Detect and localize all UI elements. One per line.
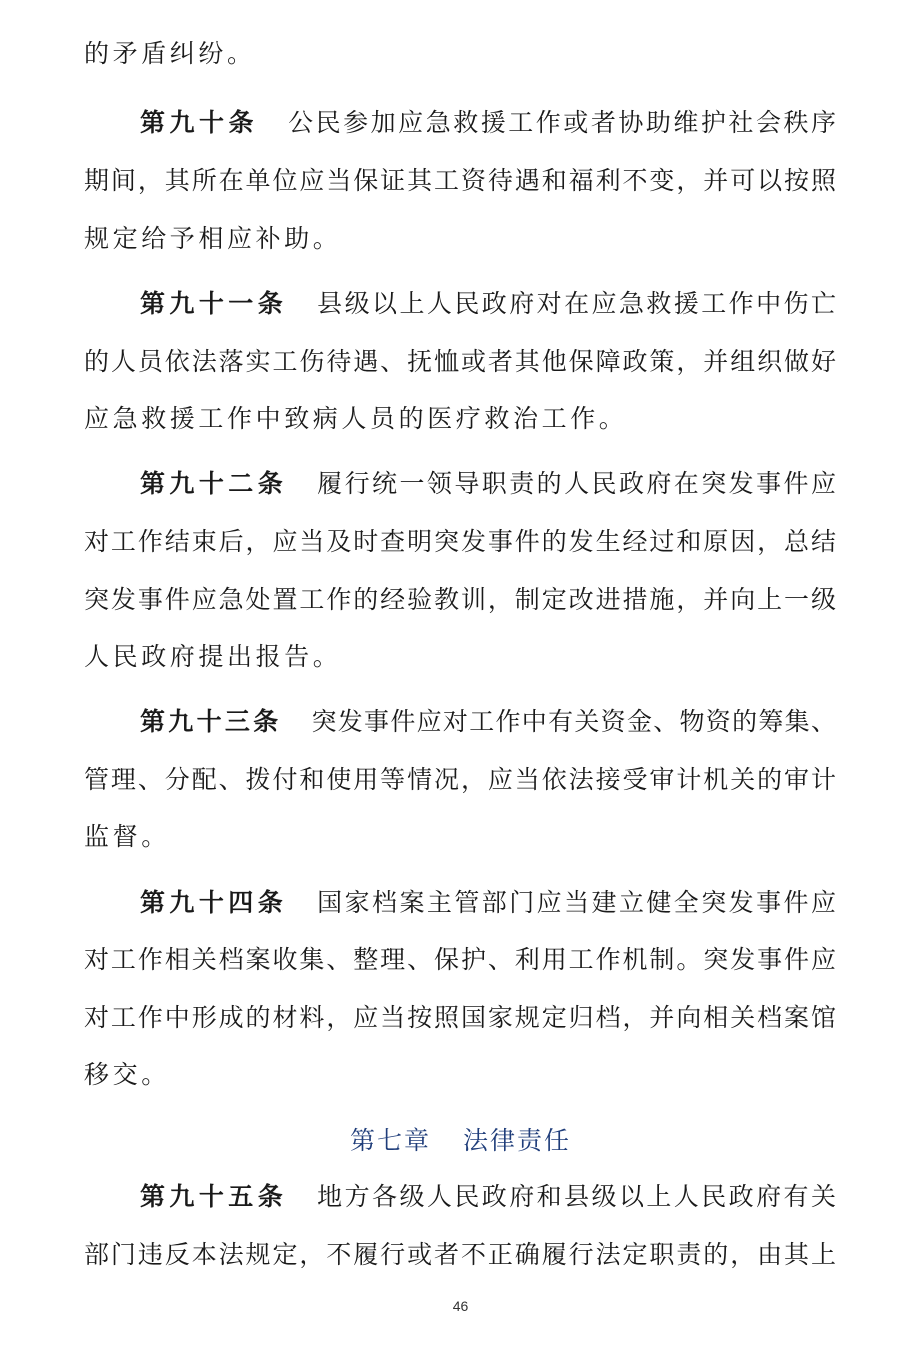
- article-text: 地方各级人民政府和县级以上人民政府有关: [317, 1182, 836, 1211]
- article-number: 第九十四条: [140, 888, 288, 917]
- text-line: 应急救援工作中致病人员的医疗救治工作。: [84, 404, 628, 433]
- text-line: 人民政府提出报告。: [84, 642, 342, 671]
- chapter-number: 第七章: [349, 1126, 431, 1155]
- text-line: 的人员依法落实工伤待遇、抚恤或者其他保障政策，并组织做好: [84, 347, 836, 376]
- text-line: 规定给予相应补助。: [84, 224, 342, 253]
- text-line: 监督。: [84, 822, 170, 851]
- article-text: 国家档案主管部门应当建立健全突发事件应: [317, 888, 836, 917]
- text-line: 期间，其所在单位应当保证其工资待遇和福利不变，并可以按照: [84, 166, 836, 195]
- article-first-line: [84, 883, 836, 923]
- article-number: 第九十条: [140, 108, 259, 137]
- text-line: 移交。: [84, 1060, 170, 1089]
- article-first-line: [84, 1177, 836, 1217]
- text-line: 部门违反本法规定，不履行或者不正确履行法定职责的，由其上: [84, 1240, 836, 1269]
- article-text: 县级以上人民政府对在应急救援工作中伤亡: [317, 289, 836, 318]
- text-line: 的矛盾纠纷。: [84, 39, 256, 68]
- article-first-line: [84, 464, 836, 504]
- article-number: 第九十二条: [140, 469, 288, 498]
- page-number: 46: [452, 1298, 469, 1314]
- text-line: 对工作相关档案收集、整理、保护、利用工作机制。突发事件应: [84, 945, 836, 974]
- article-number: 第九十五条: [140, 1182, 288, 1211]
- text-line: 管理、分配、拨付和使用等情况，应当依法接受审计机关的审计: [84, 765, 836, 794]
- text-line: 突发事件应急处置工作的经验教训，制定改进措施，并向上一级: [84, 585, 836, 614]
- article-first-line: [84, 103, 836, 143]
- article-text: 公民参加应急救援工作或者协助维护社会秩序: [288, 108, 836, 137]
- article-text: 突发事件应对工作中有关资金、物资的筹集、: [311, 707, 836, 736]
- article-text: 履行统一领导职责的人民政府在突发事件应: [317, 469, 836, 498]
- article-number: 第九十三条: [140, 707, 282, 736]
- chapter-title: 法律责任: [463, 1126, 572, 1155]
- text-line: 对工作结束后，应当及时查明突发事件的发生经过和原因，总结: [84, 527, 836, 556]
- article-first-line: [84, 702, 836, 742]
- chapter-heading: [0, 1119, 921, 1163]
- text-line: 对工作中形成的材料，应当按照国家规定归档，并向相关档案馆: [84, 1003, 836, 1032]
- article-first-line: [84, 284, 836, 324]
- article-number: 第九十一条: [140, 289, 288, 318]
